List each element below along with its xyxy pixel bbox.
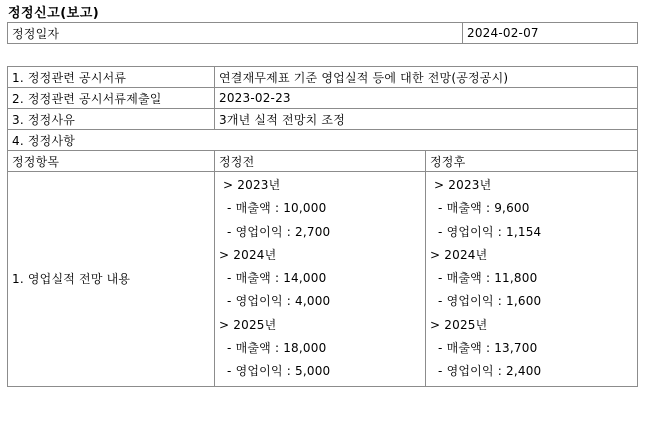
correction-row	[8, 172, 638, 387]
info-row	[8, 109, 638, 130]
after-line: - 매출액 : 11,800	[430, 271, 538, 286]
after-line: - 매출액 : 13,700	[430, 341, 538, 356]
correction-date-row	[8, 23, 638, 44]
after-line: > 2025년	[430, 317, 488, 332]
correction-date-value: 2024-02-07	[463, 23, 638, 44]
section-row	[8, 130, 638, 151]
column-header-item: 정정항목	[8, 151, 215, 172]
info-row-label: 3. 정정사유	[8, 109, 215, 130]
after-line: - 영업이익 : 1,154	[430, 224, 542, 239]
after-line: - 영업이익 : 1,600	[430, 294, 542, 309]
column-header-before: 정정전	[215, 151, 426, 172]
info-row-value: 연결재무제표 기준 영업실적 등에 대한 전망(공정공시)	[215, 67, 638, 88]
correction-detail-table	[7, 66, 638, 387]
correction-date-table	[7, 22, 638, 44]
before-line: - 영업이익 : 2,700	[219, 224, 331, 239]
before-line: - 매출액 : 10,000	[219, 201, 327, 216]
correction-before-cell	[215, 172, 426, 387]
correction-after-cell	[426, 172, 638, 387]
section4-label: 4. 정정사항	[8, 130, 638, 151]
correction-date-label: 정정일자	[8, 23, 463, 44]
before-line: - 매출액 : 14,000	[219, 271, 327, 286]
after-line: - 영업이익 : 2,400	[430, 364, 542, 379]
before-line: - 매출액 : 18,000	[219, 341, 327, 356]
info-row-label: 2. 정정관련 공시서류제출일	[8, 88, 215, 109]
before-line: > 2023년	[219, 178, 281, 192]
before-line: > 2024년	[219, 247, 277, 262]
info-row	[8, 88, 638, 109]
info-row-label: 1. 정정관련 공시서류	[8, 67, 215, 88]
column-header-after: 정정후	[426, 151, 638, 172]
column-header-row	[8, 151, 638, 172]
info-row-value: 2023-02-23	[215, 88, 638, 109]
before-line: - 영업이익 : 4,000	[219, 294, 331, 309]
before-line: - 영업이익 : 5,000	[219, 364, 331, 379]
after-line: > 2023년	[430, 178, 492, 192]
before-line: > 2025년	[219, 317, 277, 332]
correction-item: 1. 영업실적 전망 내용	[8, 172, 215, 387]
after-line: > 2024년	[430, 247, 488, 262]
page-title: 정정신고(보고)	[8, 6, 100, 21]
info-row-value: 3개년 실적 전망치 조정	[215, 109, 638, 130]
info-row	[8, 67, 638, 88]
after-line: - 매출액 : 9,600	[430, 201, 530, 216]
